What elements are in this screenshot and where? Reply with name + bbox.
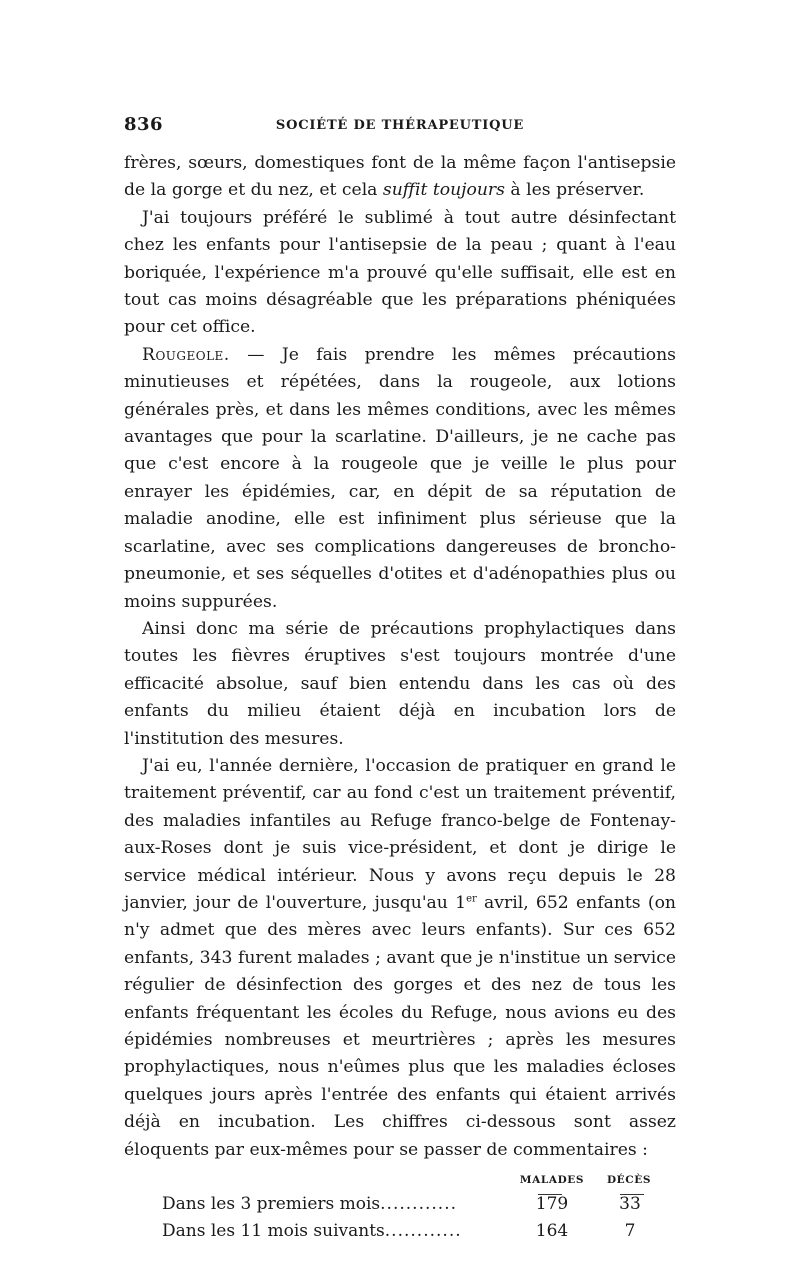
paragraph-1-text-end: à les préserver. bbox=[504, 180, 645, 201]
running-head bbox=[124, 108, 676, 142]
ordinal-superscript: er bbox=[466, 893, 477, 905]
body-text bbox=[124, 150, 676, 1164]
book-page bbox=[124, 108, 676, 1246]
paragraph-2: J'ai toujours préféré le sublimé à tout autre désinfectant chez les enfants pour l'antisepsie de la peau ; quant à l'eau boriquée, l'expérience m'a prouvé qu'elle suffisait, elle est en tout cas moins désagréable que les préparations phéniquées pour cet office. bbox=[124, 207, 676, 338]
paragraph-3 bbox=[124, 342, 676, 616]
paragraph-1 bbox=[124, 150, 676, 205]
row-deces-value: 7 bbox=[624, 1221, 636, 1242]
table-row bbox=[124, 1194, 676, 1219]
row-label bbox=[162, 1221, 502, 1241]
paragraph-1-text: frères, sœurs, domestiques font de la même façon l'antisepsie de la gorge et du nez, et cela bbox=[124, 153, 676, 201]
dot-leader: ............ bbox=[384, 1221, 462, 1242]
paragraph-5-text: J'ai eu, l'année dernière, l'occasion de pratiquer en grand le traitement préventif, car au fond c'est un traitement préventif, des maladies infantiles au Refuge franco-belge de Fontenay-aux-Roses dont je suis vice-président, et dont je dirige le service médical intérieur. Nous y avons reçu depuis le 28 janvier, jour de l'ouverture, jusqu'au 1 bbox=[124, 755, 676, 913]
paragraph-3-text: — Je fais prendre les mêmes précautions minutieuses et répétées, dans la rougeole, aux lotions générales près, et dans les mêmes conditions, avec les mêmes avantages que pour la scarlatine. D'ailleurs, je ne cache pas que c'est encore à la rougeole que je veille le plus pour enrayer les épidémies, car, en dépit de sa réputation de maladie anodine, elle est infiniment plus sérieuse que la scarlatine, avec ses complications dangereuses de broncho-pneumonie, et ses séquelles d'otites et d'adénopathies plus ou moins suppurées. bbox=[124, 344, 676, 612]
row-malades-value: 164 bbox=[535, 1221, 569, 1242]
row-malades-value: 179 bbox=[535, 1194, 569, 1215]
column-header-malades: MALADES bbox=[519, 1174, 585, 1187]
table-header bbox=[124, 1170, 676, 1192]
row-label-text: Dans les 11 mois suivants bbox=[162, 1221, 385, 1242]
section-heading-rougeole: Rougeole. bbox=[142, 344, 230, 365]
running-title: SOCIÉTÉ DE THÉRAPEUTIQUE bbox=[275, 118, 525, 133]
paragraph-5 bbox=[124, 753, 676, 1164]
paragraph-5-text-end: avril, 652 enfants (on n'y admet que des mères avec leurs enfants). Sur ces 652 enfants, 343 furent malades ; avant que je n'institue un service régulier de désinfection des gorges et des nez de tous les enfants fréquentant les écoles du Refuge, nous avions eu des épidémies nombreuses et meurtrières ; après les mesures prophylactiques, nous n'eûmes plus que les maladies écloses quelques jours après l'entrée des enfants qui étaient arrivés déjà en incubation. Les chiffres ci-dessous sont assez éloquents par eux-mêmes pour se passer de commentaires : bbox=[124, 892, 676, 1160]
table-row bbox=[124, 1221, 676, 1246]
paragraph-1-italic: suffit toujours bbox=[382, 180, 505, 201]
page-number: 836 bbox=[124, 114, 164, 135]
paragraph-4: Ainsi donc ma série de précautions prophylactiques dans toutes les fièvres éruptives s'est toujours montrée d'une efficacité absolue, sauf bien entendu dans les cas où des enfants du milieu étaient déjà en incubation lors de l'institution des mesures. bbox=[124, 618, 676, 749]
dot-leader: ............ bbox=[380, 1194, 458, 1215]
column-header-deces: DÉCÈS bbox=[606, 1174, 652, 1187]
statistics-table bbox=[124, 1170, 676, 1246]
row-label bbox=[162, 1194, 502, 1214]
row-deces-value: 33 bbox=[619, 1194, 641, 1215]
row-label-text: Dans les 3 premiers mois bbox=[162, 1194, 381, 1215]
